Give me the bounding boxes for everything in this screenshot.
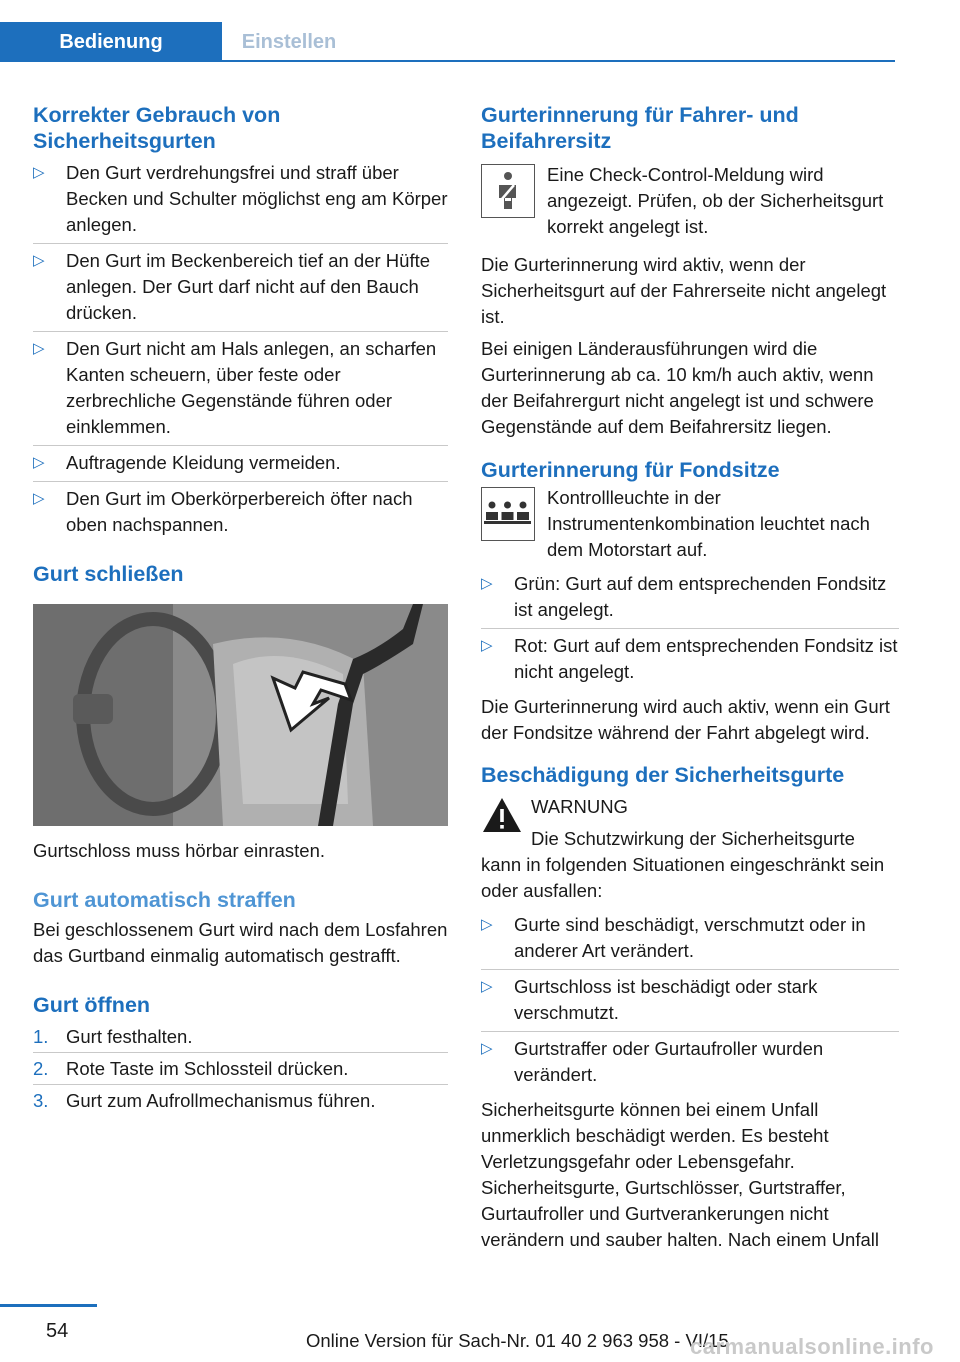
- triangle-bullet-icon: ▷: [33, 454, 45, 471]
- gebrauch-list: [33, 160, 448, 543]
- list-item: ▷ Den Gurt verdrehungsfrei und straff über Becken und Schulter möglichst eng am Körper anlegen.: [33, 160, 448, 244]
- section-title-gebrauch: Korrekter Gebrauch von Sicherheitsgurten: [33, 103, 281, 153]
- beschaedigung-p1: Sicherheitsgurte können bei einem Unfall unmerklich beschädigt werden. Es besteht Verletzungsgefahr oder Lebensgefahr. Sicherheitsgurte, Gurtschlösser, Gurtstraffer, Gurtaufroller und Gurtverankerungen nicht verändern und sauber halten. Nach einem Unfall: [481, 1099, 879, 1250]
- list-item: ▷ Rot: Gurt auf dem entsprechenden Fondsitz ist nicht angelegt.: [481, 635, 898, 682]
- footer-divider: [0, 1304, 97, 1307]
- list-item: ▷ Den Gurt im Beckenbereich tief an der Hüfte anlegen. Der Gurt darf nicht auf den Bauch drücken.: [33, 248, 448, 332]
- oeffnen-steps: [33, 1024, 448, 1116]
- section-title-gurterinnerung-fahrer: Gurterinnerung für Fahrer- und Beifahrersitz: [481, 103, 799, 153]
- warning-triangle-icon: [481, 796, 523, 834]
- list-item: ▷ Den Gurt nicht am Hals anlegen, an scharfen Kanten scheuern, über feste oder zerbrechliche Gegenstände führen oder einklemmen.: [33, 336, 448, 446]
- section-title-schliessen: Gurt schließen: [33, 562, 184, 586]
- header-bar: [0, 0, 895, 60]
- section-title-straffen: Gurt automatisch straffen: [33, 888, 296, 912]
- list-item: ▷ Grün: Gurt auf dem entsprechenden Fondsitz ist angelegt.: [481, 571, 899, 629]
- rear-seats-text: Kontrollleuchte in der Instrumentenkombination leuchtet nach dem Motorstart auf.: [547, 487, 870, 560]
- list-item: ▷ Gurte sind beschädigt, verschmutzt oder in anderer Art verändert.: [481, 912, 899, 970]
- triangle-bullet-icon: ▷: [481, 1040, 493, 1057]
- rear-seats-icon: [481, 487, 535, 541]
- seatbelt-warning-row: [481, 162, 899, 240]
- seatbelt-illustration: [33, 604, 448, 826]
- section-title-oeffnen: Gurt öffnen: [33, 993, 151, 1017]
- beschaedigung-list: [481, 912, 899, 1093]
- fondsitze-list: [481, 571, 899, 690]
- step-item: 2. Rote Taste im Schlossteil drücken.: [33, 1056, 448, 1085]
- triangle-bullet-icon: ▷: [481, 916, 493, 933]
- fondsitze-p1: Die Gurterinnerung wird auch aktiv, wenn ein Gurt der Fondsitze während der Fahrt abgelegt wird.: [481, 696, 890, 743]
- straffen-text: Bei geschlossenem Gurt wird nach dem Losfahren das Gurtband einmalig automatisch gestrafft.: [33, 919, 448, 966]
- list-item: ▷ Auftragende Kleidung vermeiden.: [33, 450, 448, 482]
- list-item: ▷ Gurtschloss ist beschädigt oder stark verschmutzt.: [481, 974, 899, 1032]
- warning-label: WARNUNG: [531, 796, 628, 817]
- rear-seats-row: [481, 485, 899, 563]
- warning-block: [481, 794, 899, 904]
- seatbelt-photo: [33, 604, 448, 826]
- page-number: 54: [46, 1320, 69, 1342]
- section-title-fondsitze: Gurterinnerung für Fondsitze: [481, 458, 780, 482]
- step-item: 3. Gurt zum Aufrollmechanismus führen.: [33, 1090, 376, 1111]
- seatbelt-warning-text: Eine Check-Control-Meldung wird angezeigt. Prüfen, ob der Sicherheitsgurt korrekt angelegt ist.: [547, 164, 884, 237]
- header-divider: [222, 60, 895, 62]
- watermark-text: carmanualsonline.info: [690, 1334, 934, 1359]
- section-title-beschaedigung: Beschädigung der Sicherheitsgurte: [481, 763, 845, 787]
- step-item: 1. Gurt festhalten.: [33, 1024, 448, 1053]
- tab-einstellen[interactable]: Einstellen: [241, 30, 337, 53]
- schliessen-caption: Gurtschloss muss hörbar einrasten.: [33, 840, 326, 861]
- tab-bedienung[interactable]: Bedienung: [0, 22, 222, 62]
- online-version-text: Online Version für Sach-Nr. 01 40 2 963 958 - VI/15: [306, 1330, 729, 1351]
- gurterinnerung-p2: Bei einigen Länderausführungen wird die Gurterinnerung ab ca. 10 km/h auch aktiv, wenn der Beifahrergurt nicht angelegt ist und schwere Gegenstände auf dem Beifahrersitz liegen.: [481, 338, 874, 437]
- triangle-bullet-icon: ▷: [481, 575, 493, 592]
- seatbelt-warning-icon: [481, 164, 535, 218]
- triangle-bullet-icon: ▷: [481, 978, 493, 995]
- right-column: [481, 102, 899, 1253]
- list-item: ▷ Gurtstraffer oder Gurtaufroller wurden verändert.: [481, 1038, 824, 1085]
- warning-text: Die Schutzwirkung der Sicherheitsgurte kann in folgenden Situationen eingeschränkt sein oder ausfallen:: [481, 828, 885, 901]
- triangle-bullet-icon: ▷: [33, 252, 45, 269]
- triangle-bullet-icon: ▷: [33, 340, 45, 357]
- list-item: ▷ Den Gurt im Oberkörperbereich öfter nach oben nachspannen.: [33, 488, 413, 535]
- gurterinnerung-p1: Die Gurterinnerung wird aktiv, wenn der Sicherheitsgurt auf der Fahrerseite nicht angelegt ist.: [481, 254, 887, 327]
- triangle-bullet-icon: ▷: [33, 490, 45, 507]
- left-column: [33, 102, 448, 1119]
- triangle-bullet-icon: ▷: [33, 164, 45, 181]
- triangle-bullet-icon: ▷: [481, 637, 493, 654]
